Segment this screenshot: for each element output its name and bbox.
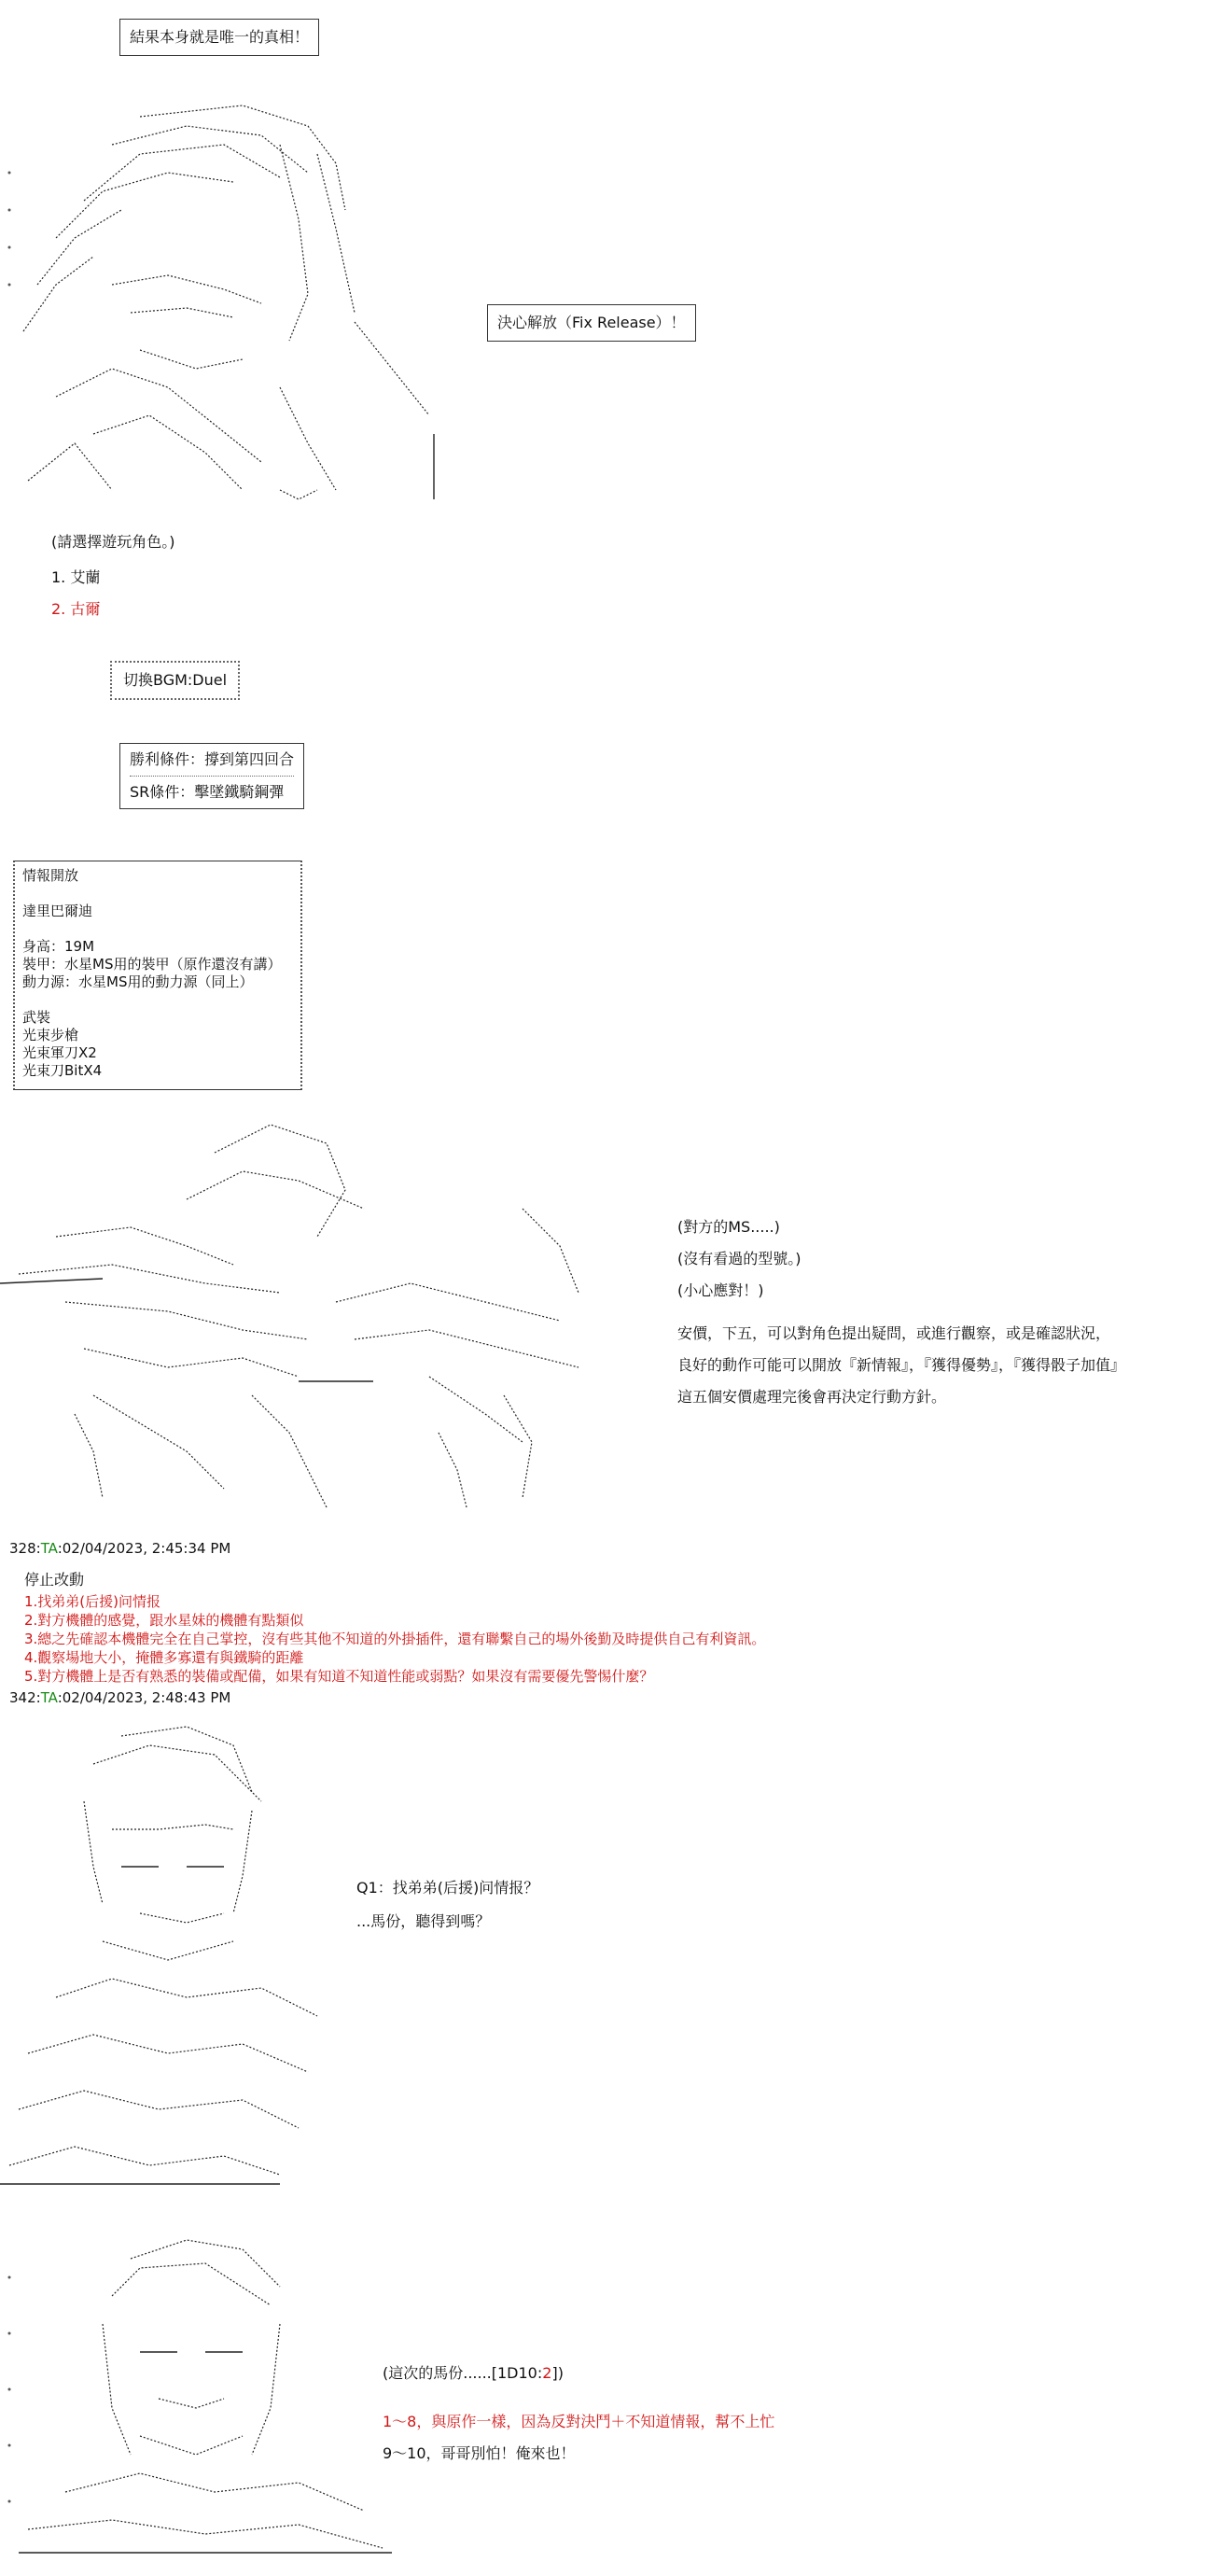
post-date: :02/04/2023, 2:48:43 PM <box>57 1689 231 1706</box>
post-number: 328: <box>9 1540 41 1557</box>
post-328-heading: 停止改動 <box>24 1571 85 1589</box>
post-number: 342: <box>9 1689 41 1706</box>
list-item: 1.找弟弟(后援)问情报 <box>24 1593 161 1610</box>
character-ascii-art-1 <box>0 89 448 509</box>
section2-line-1: (對方的MS.....) <box>677 1218 780 1236</box>
info-line: 光束刀BitX4 <box>22 1062 103 1079</box>
dice-text: (這次的馬份......[1D10: <box>383 2364 543 2382</box>
choice-option-2: 2. 古爾 <box>51 600 101 618</box>
list-item: 5.對方機體上是否有熟悉的裝備或配備，如果有知道不知道性能或弱點？如果沒有需要優先警惕什麼？ <box>24 1668 654 1685</box>
section2-line-6: 這五個安價處理完後會再決定行動方針。 <box>677 1388 947 1406</box>
info-line <box>22 885 293 903</box>
section3-q1-line2: ...馬份，聽得到嗎？ <box>356 1912 491 1930</box>
info-line: 裝甲：水星MS用的裝甲（原作還沒有講） <box>22 956 282 973</box>
win-condition: 勝利條件：撐到第四回合 <box>130 750 295 768</box>
info-line: 光束軍刀X2 <box>22 1044 97 1061</box>
info-panel <box>13 861 302 1090</box>
section4-result-2: 9～10，哥哥別怕！俺來也！ <box>383 2444 576 2462</box>
post-header-342 <box>9 1686 230 1710</box>
list-item: 4.觀察場地大小，掩體多寡還有與鐵騎的距離 <box>24 1649 304 1666</box>
post-header-328 <box>9 1536 230 1561</box>
shout-caption-box <box>487 304 696 342</box>
bgm-label: 切換BGM:Duel <box>123 671 228 689</box>
post-328-items <box>24 1592 765 1686</box>
section4-result-1: 1～8，與原作一樣，因為反對決鬥＋不知道情報，幫不上忙 <box>383 2413 775 2430</box>
info-line: 身高：19M <box>22 938 95 955</box>
info-line: 達里巴爾迪 <box>22 903 93 919</box>
dice-close: ]) <box>551 2364 564 2382</box>
section3-q1: Q1：找弟弟(后援)问情报？ <box>356 1879 539 1897</box>
info-line <box>22 991 293 1009</box>
info-line: 情報開放 <box>22 867 79 884</box>
info-line: 動力源：水星MS用的動力源（同上） <box>22 973 254 990</box>
section2-line-5: 良好的動作可能可以開放『新情報』，『獲得優勢』，『獲得骰子加值』 <box>677 1356 1126 1374</box>
section2-line-4: 安價，下五，可以對角色提出疑問，或進行觀察，或是確認狀況， <box>677 1324 1111 1342</box>
choice-option-1: 1. 艾蘭 <box>51 568 101 586</box>
bgm-box <box>110 661 240 700</box>
mobile-suit-ascii-art <box>0 1115 606 1517</box>
section2-line-2: (沒有看過的型號。) <box>677 1250 802 1267</box>
sr-condition: SR條件：擊墜鐵騎鋼彈 <box>130 783 285 801</box>
choice-prompt: (請選擇遊玩角色。) <box>51 533 175 551</box>
section4-dice-line <box>383 2361 564 2386</box>
post-author: TA <box>40 1540 58 1557</box>
info-line: 光束步槍 <box>22 1027 79 1043</box>
top-caption: 結果本身就是唯一的真相！ <box>130 28 310 46</box>
top-caption-box <box>119 19 319 56</box>
character-ascii-art-2 <box>0 1717 345 2203</box>
info-line: 武裝 <box>22 1009 51 1026</box>
list-item: 3.總之先確認本機體完全在自己掌控，沒有些其他不知道的外掛插件，還有聯繫自己的場外後勤及時提供自己有利資訊。 <box>24 1631 766 1647</box>
post-author: TA <box>40 1689 58 1706</box>
conditions-box <box>119 743 304 809</box>
section2-line-3: (小心應對！) <box>677 1281 764 1299</box>
dice-value: 2 <box>542 2364 552 2382</box>
character-ascii-art-3 <box>0 2221 401 2567</box>
list-item: 2.對方機體的感覺，跟水星妹的機體有點類似 <box>24 1612 304 1629</box>
info-line <box>22 920 293 938</box>
shout-caption: 決心解放（Fix Release）！ <box>497 314 686 331</box>
post-date: :02/04/2023, 2:45:34 PM <box>57 1540 231 1557</box>
